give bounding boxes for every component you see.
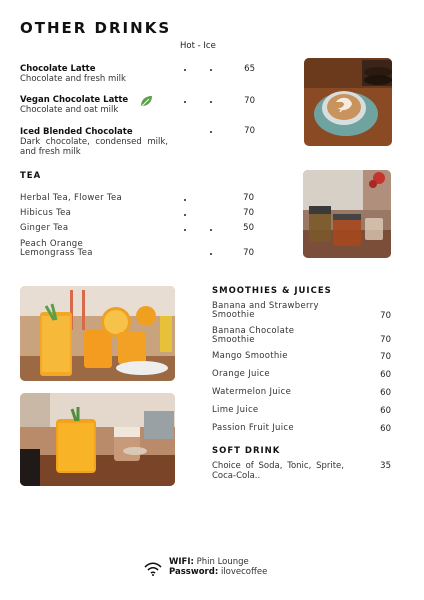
hot-marker [184,69,186,71]
wifi-icon [144,561,162,575]
leaf-icon [139,93,153,106]
smoothie-item-name: Lime Juice [212,405,259,415]
smoothie-item-name: Watermelon Juice [212,387,292,397]
tea-item-price: 70 [243,193,254,203]
page-title: OTHER DRINKS [20,19,172,37]
menu-item-desc: Chocolate and oat milk [20,105,119,115]
ice-marker [210,253,212,255]
menu-item-desc: Dark chocolate, condensed milk, and fresh milk [20,137,168,157]
latte-photo [304,58,392,146]
smoothie-item-price: 60 [380,388,391,398]
menu-item-price: 65 [244,64,255,74]
password-label: Password: [169,566,219,577]
menu-item-name: Chocolate Latte [20,64,96,74]
section-title-tea: TEA [20,171,42,181]
hot-marker [184,199,186,201]
juice-photo [20,286,175,381]
ice-marker [210,69,212,71]
menu-item-name: Iced Blended Chocolate [20,127,133,137]
menu-item-price: 70 [244,126,255,136]
smoothie-item-price: 60 [380,370,391,380]
wifi-value: Phin Lounge [196,557,249,567]
hot-marker [184,101,186,103]
soft-drink-desc: Choice of Soda, Tonic, Sprite, Coca-Cola.. [212,461,344,481]
tea-item-price: 70 [243,248,254,258]
smoothie-item-price: 70 [380,352,391,362]
hot-marker [184,214,186,216]
menu-item-desc: Chocolate and fresh milk [20,74,126,84]
hot-marker [184,229,186,231]
tea-item-name: Peach Orange Lemongrass Tea [20,239,93,258]
tea-item-price: 70 [243,208,254,218]
ice-marker [210,229,212,231]
section-title-smoothies: SMOOTHIES & JUICES [212,286,332,296]
smoothie-item-name: Banana and Strawberry Smoothie [212,301,319,320]
hot-ice-label: Hot - Ice [180,41,216,51]
smoothie-item-name: Passion Fruit Juice [212,423,294,433]
ice-marker [210,101,212,103]
tea-item-price: 50 [243,223,254,233]
smoothie-item-name: Banana Chocolate Smoothie [212,326,295,345]
smoothie-item-name: Mango Smoothie [212,351,288,361]
smoothie-photo [20,393,175,486]
smoothie-item-price: 70 [380,335,391,345]
soft-drink-price: 35 [380,461,391,471]
tea-item-name: Hibicus Tea [20,208,72,218]
smoothie-item-price: 60 [380,424,391,434]
smoothie-item-name: Orange Juice [212,369,270,379]
tea-item-name: Ginger Tea [20,223,69,233]
wifi-info [144,558,267,577]
menu-item-name: Vegan Chocolate Latte [20,95,129,105]
smoothie-item-price: 60 [380,406,391,416]
ice-marker [210,131,212,133]
wifi-label: WIFI: [169,557,194,567]
section-title-soft-drink: SOFT DRINK [212,446,281,456]
password-value: ilovecoffee [220,566,268,577]
tea-photo [303,170,391,258]
menu-item-price: 70 [244,96,255,106]
tea-item-name: Herbal Tea, Flower Tea [20,193,122,203]
smoothie-item-price: 70 [380,311,391,321]
wifi-text [169,558,267,577]
